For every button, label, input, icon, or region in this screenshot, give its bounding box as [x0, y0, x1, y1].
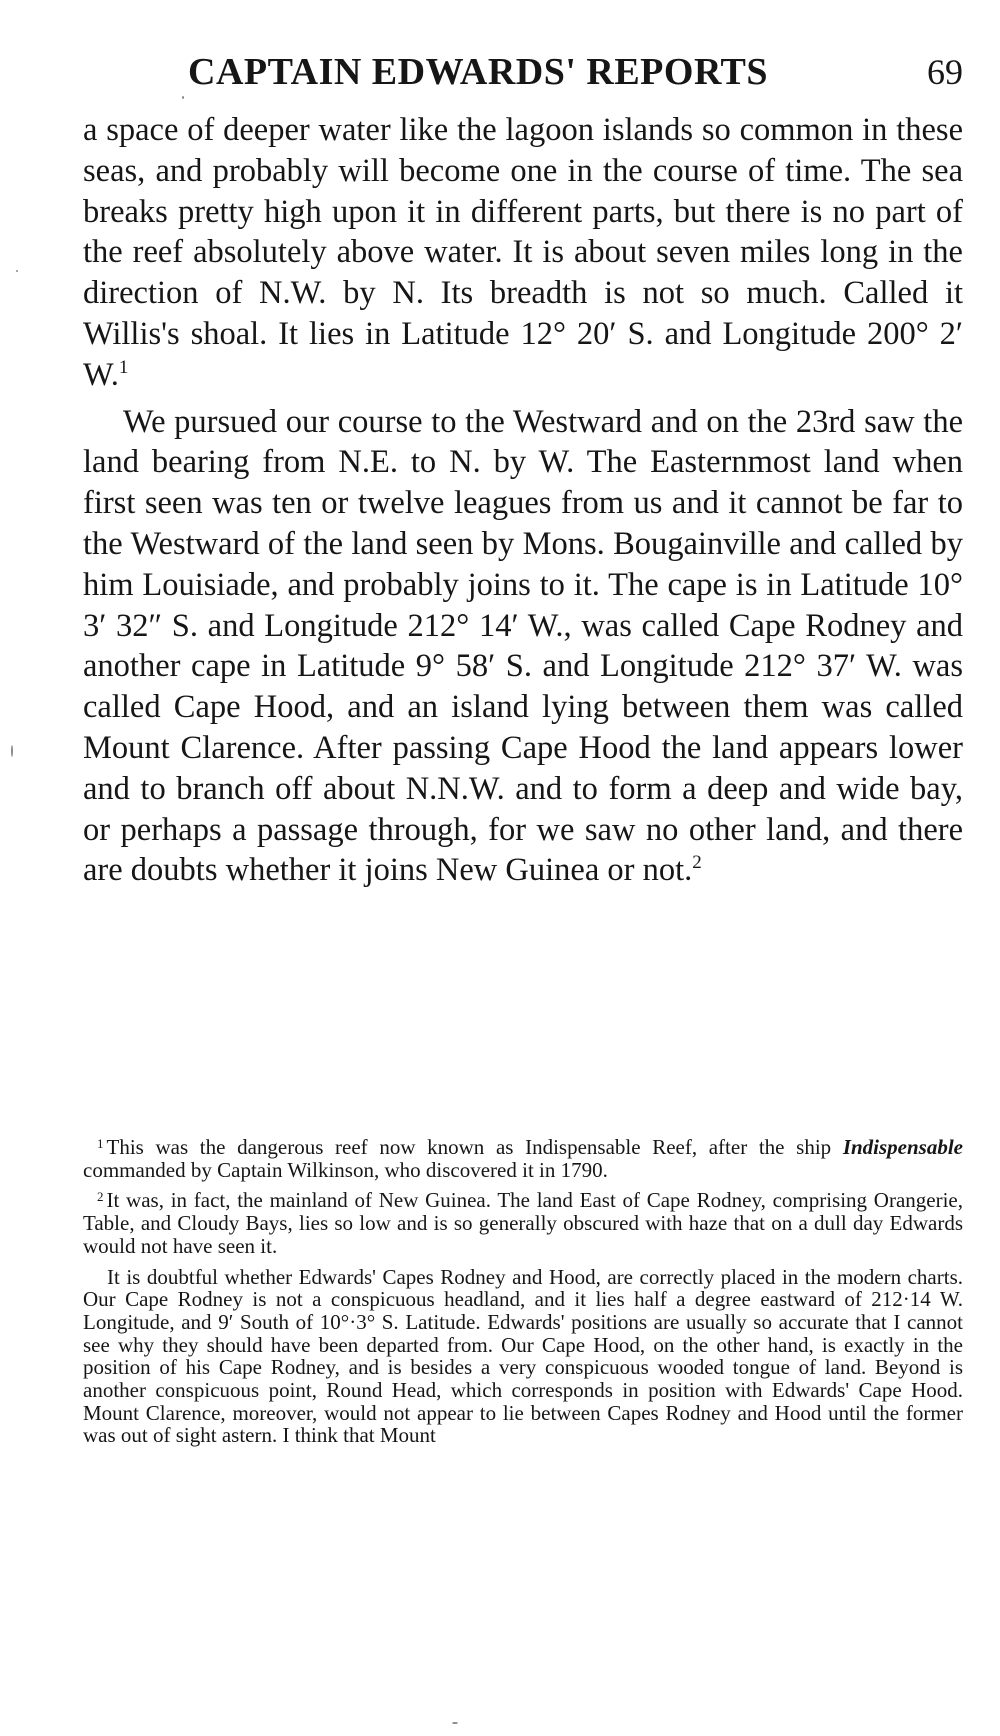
footnote — [83, 1189, 963, 1257]
running-header — [83, 44, 963, 100]
paper-speck — [11, 745, 13, 757]
footnote-text: commanded by Captain Wilkinson, who discovered it in 1790. — [83, 1157, 608, 1182]
footnote-reference: 2 — [692, 852, 702, 874]
ship-name: Indispensable — [842, 1135, 963, 1159]
paragraph-text: We pursued our course to the Westward and on the 23rd saw the land bearing from N.E. to N. by W. The Easternmost land when first seen was ten or twelve leagues from us and it cannot be far to the Westward of the land seen by Mons. Bougainville and called by him Louisiade, and probably joins to it. The cape is in Latitude 10° 3′ 32″ S. and Longitude 212° 14′ W., was called Cape Rodney and another cape in Latitude 9° 58′ S. and Longitude 212° 37′ W. was called Cape Hood, and an island lying between them was called Mount Clarence. After passing Cape Hood the land appears lower and to branch off about N.N.W. and to form a deep and wide bay, or perhaps a passage through, for we saw no other land, and there are doubts whether it joins New Guinea or not. — [83, 403, 963, 889]
main-text — [83, 110, 963, 891]
paragraph — [83, 110, 963, 396]
footnote-mark: 1 — [97, 1136, 104, 1151]
footnote-continuation: It is doubtful whether Edwards' Capes Rodney and Hood, are correctly placed in the modern charts. Our Cape Rodney is not a conspicuous headland, and it lies half a degree eastward of 212·14 W. Longitude, and 9′ South of 10°·3° S. Latitude. Edwards' positions are usually so accurate that I cannot see why they should have been departed from. Our Cape Hood, on the other hand, is exactly in the position of his Cape Rodney, and is besides a very conspicuous wooded tongue of land. Beyond is another conspicuous point, Round Head, which corresponds in position with Edwards' Cape Hood. Mount Clarence, moreover, would not appear to lie between Capes Rodney and Hood until the former was out of sight astern. I think that Mount — [83, 1264, 963, 1448]
footnotes — [83, 1136, 963, 1455]
paper-speck — [182, 96, 184, 99]
page-number: 69 — [927, 52, 963, 92]
footnote-mark: 2 — [97, 1189, 104, 1205]
footnote-text: It was, in fact, the mainland of New Guinea. The land East of Cape Rodney, comprising Orangerie, Table, and Cloudy Bays, lies so low and is so generally obscured with haze that on a dull day Edwards would not have seen it. — [83, 1188, 963, 1258]
paragraph — [83, 402, 963, 892]
paper-speck — [16, 270, 18, 272]
footnote — [83, 1136, 963, 1181]
paper-speck — [452, 1722, 458, 1724]
paragraph-text: a space of deeper water like the lagoon islands so common in these seas, and probably will become one in the course of time. The sea breaks pretty high upon it in different parts, but there is no part of the reef absolutely above water. It is about seven miles long in the direction of N.W. by N. Its breadth is not so much. Called it Willis's shoal. It lies in Latitude 12° 20′ S. and Longitude 200° 2′ W. — [83, 112, 963, 393]
footnote-reference: 1 — [118, 356, 129, 378]
running-title: CAPTAIN EDWARDS' REPORTS — [188, 51, 769, 93]
footnote-text: This was the dangerous reef now known as Indispensable Reef, after the ship — [106, 1135, 843, 1159]
